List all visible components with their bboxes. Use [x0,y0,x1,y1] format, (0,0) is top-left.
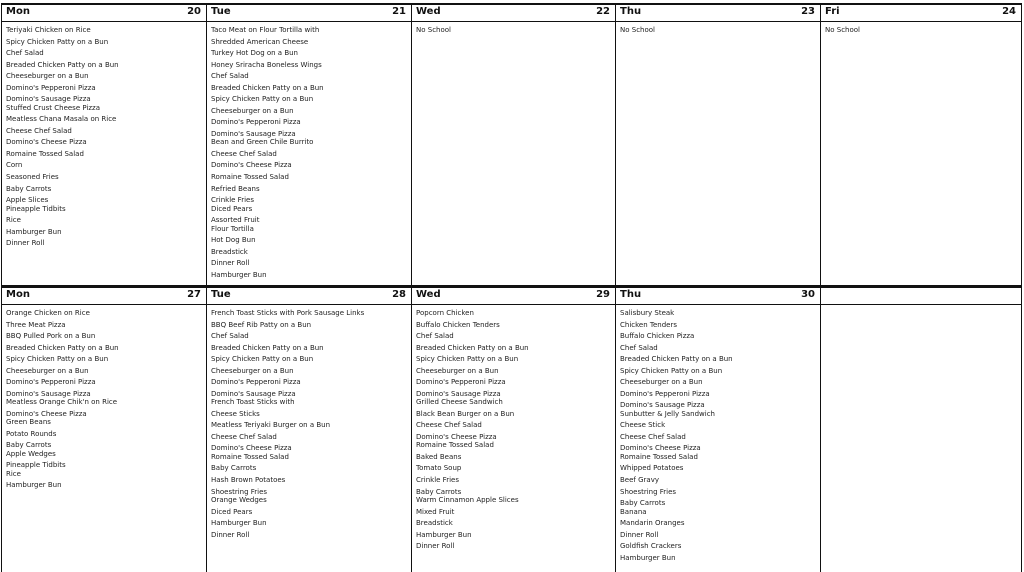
day-header [207,5,411,22]
menu-item: Cheeseburger on a Bun [620,378,703,387]
menu-item: Cheese Chef Salad [211,149,277,158]
menu-item: Orange Chicken on Rice [6,309,90,317]
menu-item: Whipped Potatoes [620,464,684,473]
menu-item: Spicy Chicken Patty on a Bun [6,355,109,364]
menu-item: Dinner Roll [620,530,659,539]
menu-item: Tomato Soup [416,464,462,473]
menu-item: Domino's Sausage Pizza [6,389,91,398]
menu-item: Hamburger Bun [211,270,267,279]
menu-item: Mandarin Oranges [620,519,685,528]
day-header [412,288,615,305]
menu-item: Cheeseburger on a Bun [211,366,294,375]
menu-item: Spicy Chicken Patty on a Bun [620,366,723,375]
menu-item: Breaded Chicken Patty on a Bun [620,355,733,364]
menu-item: Domino's Pepperoni Pizza [620,389,710,398]
menu-item: Domino's Pepperoni Pizza [6,378,96,387]
menu-item: Popcorn Chicken [416,309,474,317]
menu-item: Meatless Teriyaki Burger on a Bun [211,421,331,430]
menu-item: Apple Wedges [6,449,56,458]
menu-item: Cheeseburger on a Bun [416,366,499,375]
menu-item: Corn [6,161,23,170]
menu-item-list [412,305,615,553]
menu-item: Domino's Cheese Pizza [6,409,87,418]
day-cell-tue-21[interactable] [206,5,411,285]
menu-item: Domino's Pepperoni Pizza [416,378,506,387]
menu-item: Goldfish Crackers [620,542,682,551]
menu-item: Baby Carrots [211,464,257,473]
menu-item: Romaine Tossed Salad [416,441,494,450]
day-name: Wed [416,6,441,17]
menu-item: Sunbutter & Jelly Sandwich [620,409,715,418]
day-header [821,5,1021,22]
menu-item-list [616,305,820,564]
menu-item: Warm Cinnamon Apple Slices [416,496,519,505]
day-cell-thu-23[interactable] [615,5,820,285]
day-number: 20 [187,6,201,17]
menu-item: Grilled Cheese Sandwich [416,398,503,407]
day-name: Thu [620,289,642,300]
menu-item: Beef Gravy [620,476,659,485]
menu-item-list [207,305,411,541]
day-name: Mon [6,6,30,17]
menu-item: Chef Salad [211,332,249,341]
menu-item: Breadstick [211,247,248,256]
menu-item: Flour Tortilla [211,224,254,233]
menu-item: Baked Beans [416,452,462,461]
menu-item: Baby Carrots [6,441,52,450]
menu-item: Dinner Roll [416,542,455,551]
menu-item-list [2,305,206,492]
menu-item: BBQ Beef Rib Patty on a Bun [211,320,312,329]
menu-item-list [616,22,820,37]
menu-item: Pineapple Tidbits [6,204,66,213]
menu-item: Romaine Tossed Salad [6,149,84,158]
day-number: 27 [187,289,201,300]
menu-item: Hamburger Bun [416,530,472,539]
menu-item: Spicy Chicken Patty on a Bun [211,95,314,104]
menu-item-list [207,22,411,281]
day-name: Tue [211,289,231,300]
menu-item: Crinkle Fries [416,476,459,485]
menu-item: Cheeseburger on a Bun [211,106,294,115]
menu-item: Cheeseburger on a Bun [6,366,89,375]
menu-item: Buffalo Chicken Pizza [620,332,695,341]
menu-item: Breaded Chicken Patty on a Bun [211,343,324,352]
week-row [1,286,1022,572]
menu-item: Breaded Chicken Patty on a Bun [6,60,119,69]
menu-item-list [412,22,615,37]
menu-item: Potato Rounds [6,429,57,438]
menu-item: Banana [620,507,647,516]
menu-item: Domino's Sausage Pizza [211,129,296,138]
menu-item: Dinner Roll [211,259,250,268]
menu-item: Breaded Chicken Patty on a Bun [6,343,119,352]
menu-item: Pineapple Tidbits [6,461,66,470]
menu-item: Baby Carrots [620,499,666,508]
menu-item: No School [620,26,655,34]
menu-item: Mixed Fruit [416,507,455,516]
menu-item-list [2,22,206,250]
menu-item: Domino's Sausage Pizza [6,95,91,104]
week-row [1,5,1022,286]
day-header [2,5,206,22]
menu-item: Bean and Green Chile Burrito [211,138,314,147]
menu-item: Dinner Roll [211,530,250,539]
menu-item-list [821,305,1021,308]
menu-item: Cheese Chef Salad [416,421,482,430]
day-cell-tue-28[interactable] [206,288,411,572]
menu-item: Diced Pears [211,507,253,516]
menu-item: Crinkle Fries [211,196,254,205]
menu-item: Cheese Chef Salad [211,432,277,441]
menu-item: Chef Salad [620,343,658,352]
menu-item-list [821,22,1021,37]
day-header [616,288,820,305]
menu-item: Assorted Fruit [211,216,260,225]
menu-item: Hamburger Bun [211,519,267,528]
menu-item: Baby Carrots [6,184,52,193]
menu-item: Black Bean Burger on a Bun [416,409,515,418]
menu-item: Domino's Cheese Pizza [211,161,292,170]
menu-item: Cheese Chef Salad [620,432,686,441]
day-name: Tue [211,6,231,17]
menu-item: Domino's Pepperoni Pizza [211,118,301,127]
day-number: 28 [392,289,406,300]
menu-item: Romaine Tossed Salad [211,452,289,461]
day-cell-wed-29[interactable] [411,288,615,572]
menu-item: Spicy Chicken Patty on a Bun [416,355,519,364]
menu-item: Spicy Chicken Patty on a Bun [211,355,314,364]
menu-item: Buffalo Chicken Tenders [416,320,500,329]
menu-item: Breadstick [416,519,453,528]
menu-item: Green Beans [6,418,51,427]
menu-item: Breaded Chicken Patty on a Bun [416,343,529,352]
menu-item: Rice [6,469,21,478]
menu-item: Refried Beans [211,184,260,193]
day-cell-empty [820,288,1022,572]
menu-item: Chef Salad [416,332,454,341]
day-cell-thu-30[interactable] [615,288,820,572]
day-header [207,288,411,305]
day-name: Mon [6,289,30,300]
day-name: Fri [825,6,840,17]
menu-item: Cheese Stick [620,421,666,430]
menu-item: Hamburger Bun [620,553,676,562]
menu-item: Salisbury Steak [620,309,675,317]
menu-item: Stuffed Crust Cheese Pizza [6,103,101,112]
day-cell-wed-22[interactable] [411,5,615,285]
lunch-menu-calendar [1,3,1022,569]
menu-item: Baby Carrots [416,487,462,496]
menu-item: Chef Salad [6,49,44,58]
menu-item: Seasoned Fries [6,173,59,182]
menu-item: Chicken Tenders [620,320,677,329]
menu-item: Hamburger Bun [6,481,62,490]
day-number: 29 [596,289,610,300]
menu-item: Domino's Sausage Pizza [211,389,296,398]
menu-item: Meatless Chana Masala on Rice [6,115,117,124]
day-number: 24 [1002,6,1016,17]
menu-item: Shoestring Fries [620,487,677,496]
menu-item: Diced Pears [211,204,253,213]
menu-item: Shredded American Cheese [211,37,309,46]
menu-item: Meatless Orange Chik'n on Rice [6,398,118,407]
menu-item: Cheese Sticks [211,409,260,418]
menu-item: Hash Brown Potatoes [211,476,286,485]
menu-item: Cheese Chef Salad [6,126,72,135]
day-number: 23 [801,6,815,17]
day-number: 30 [801,289,815,300]
menu-item: Taco Meat on Flour Tortilla with [211,26,320,34]
day-name: Wed [416,289,441,300]
menu-item: Romaine Tossed Salad [620,452,698,461]
menu-item: Shoestring Fries [211,487,268,496]
day-number: 22 [596,6,610,17]
day-header [821,288,1021,305]
day-header [2,288,206,305]
menu-item: French Toast Sticks with [211,398,295,407]
menu-item: Teriyaki Chicken on Rice [6,26,91,34]
menu-item: Domino's Cheese Pizza [211,444,292,453]
menu-item: Domino's Sausage Pizza [416,389,501,398]
menu-item: French Toast Sticks with Pork Sausage Links [211,309,365,317]
day-header [412,5,615,22]
menu-item: Hot Dog Bun [211,236,256,245]
day-cell-mon-20[interactable] [1,5,206,285]
menu-item: No School [825,26,860,34]
day-name: Thu [620,6,642,17]
menu-item: Domino's Sausage Pizza [620,401,705,410]
menu-item: Romaine Tossed Salad [211,173,289,182]
menu-item: Domino's Cheese Pizza [416,432,497,441]
menu-item: Hamburger Bun [6,227,62,236]
menu-item: Apple Slices [6,196,49,205]
menu-item: BBQ Pulled Pork on a Bun [6,332,96,341]
menu-item: Rice [6,216,21,225]
menu-item: No School [416,26,451,34]
menu-item: Domino's Cheese Pizza [620,444,701,453]
menu-item: Domino's Pepperoni Pizza [211,378,301,387]
menu-item: Turkey Hot Dog on a Bun [211,49,298,58]
menu-item: Domino's Pepperoni Pizza [6,83,96,92]
menu-item: Dinner Roll [6,239,45,248]
menu-item: Cheeseburger on a Bun [6,72,89,81]
menu-item: Three Meat Pizza [6,320,66,329]
menu-item: Breaded Chicken Patty on a Bun [211,83,324,92]
day-header [616,5,820,22]
day-cell-mon-27[interactable] [1,288,206,572]
day-number: 21 [392,6,406,17]
menu-item: Domino's Cheese Pizza [6,138,87,147]
day-cell-fri-24[interactable] [820,5,1022,285]
menu-item: Orange Wedges [211,496,267,505]
menu-item: Chef Salad [211,72,249,81]
menu-item: Spicy Chicken Patty on a Bun [6,37,109,46]
menu-item: Honey Sriracha Boneless Wings [211,60,322,69]
